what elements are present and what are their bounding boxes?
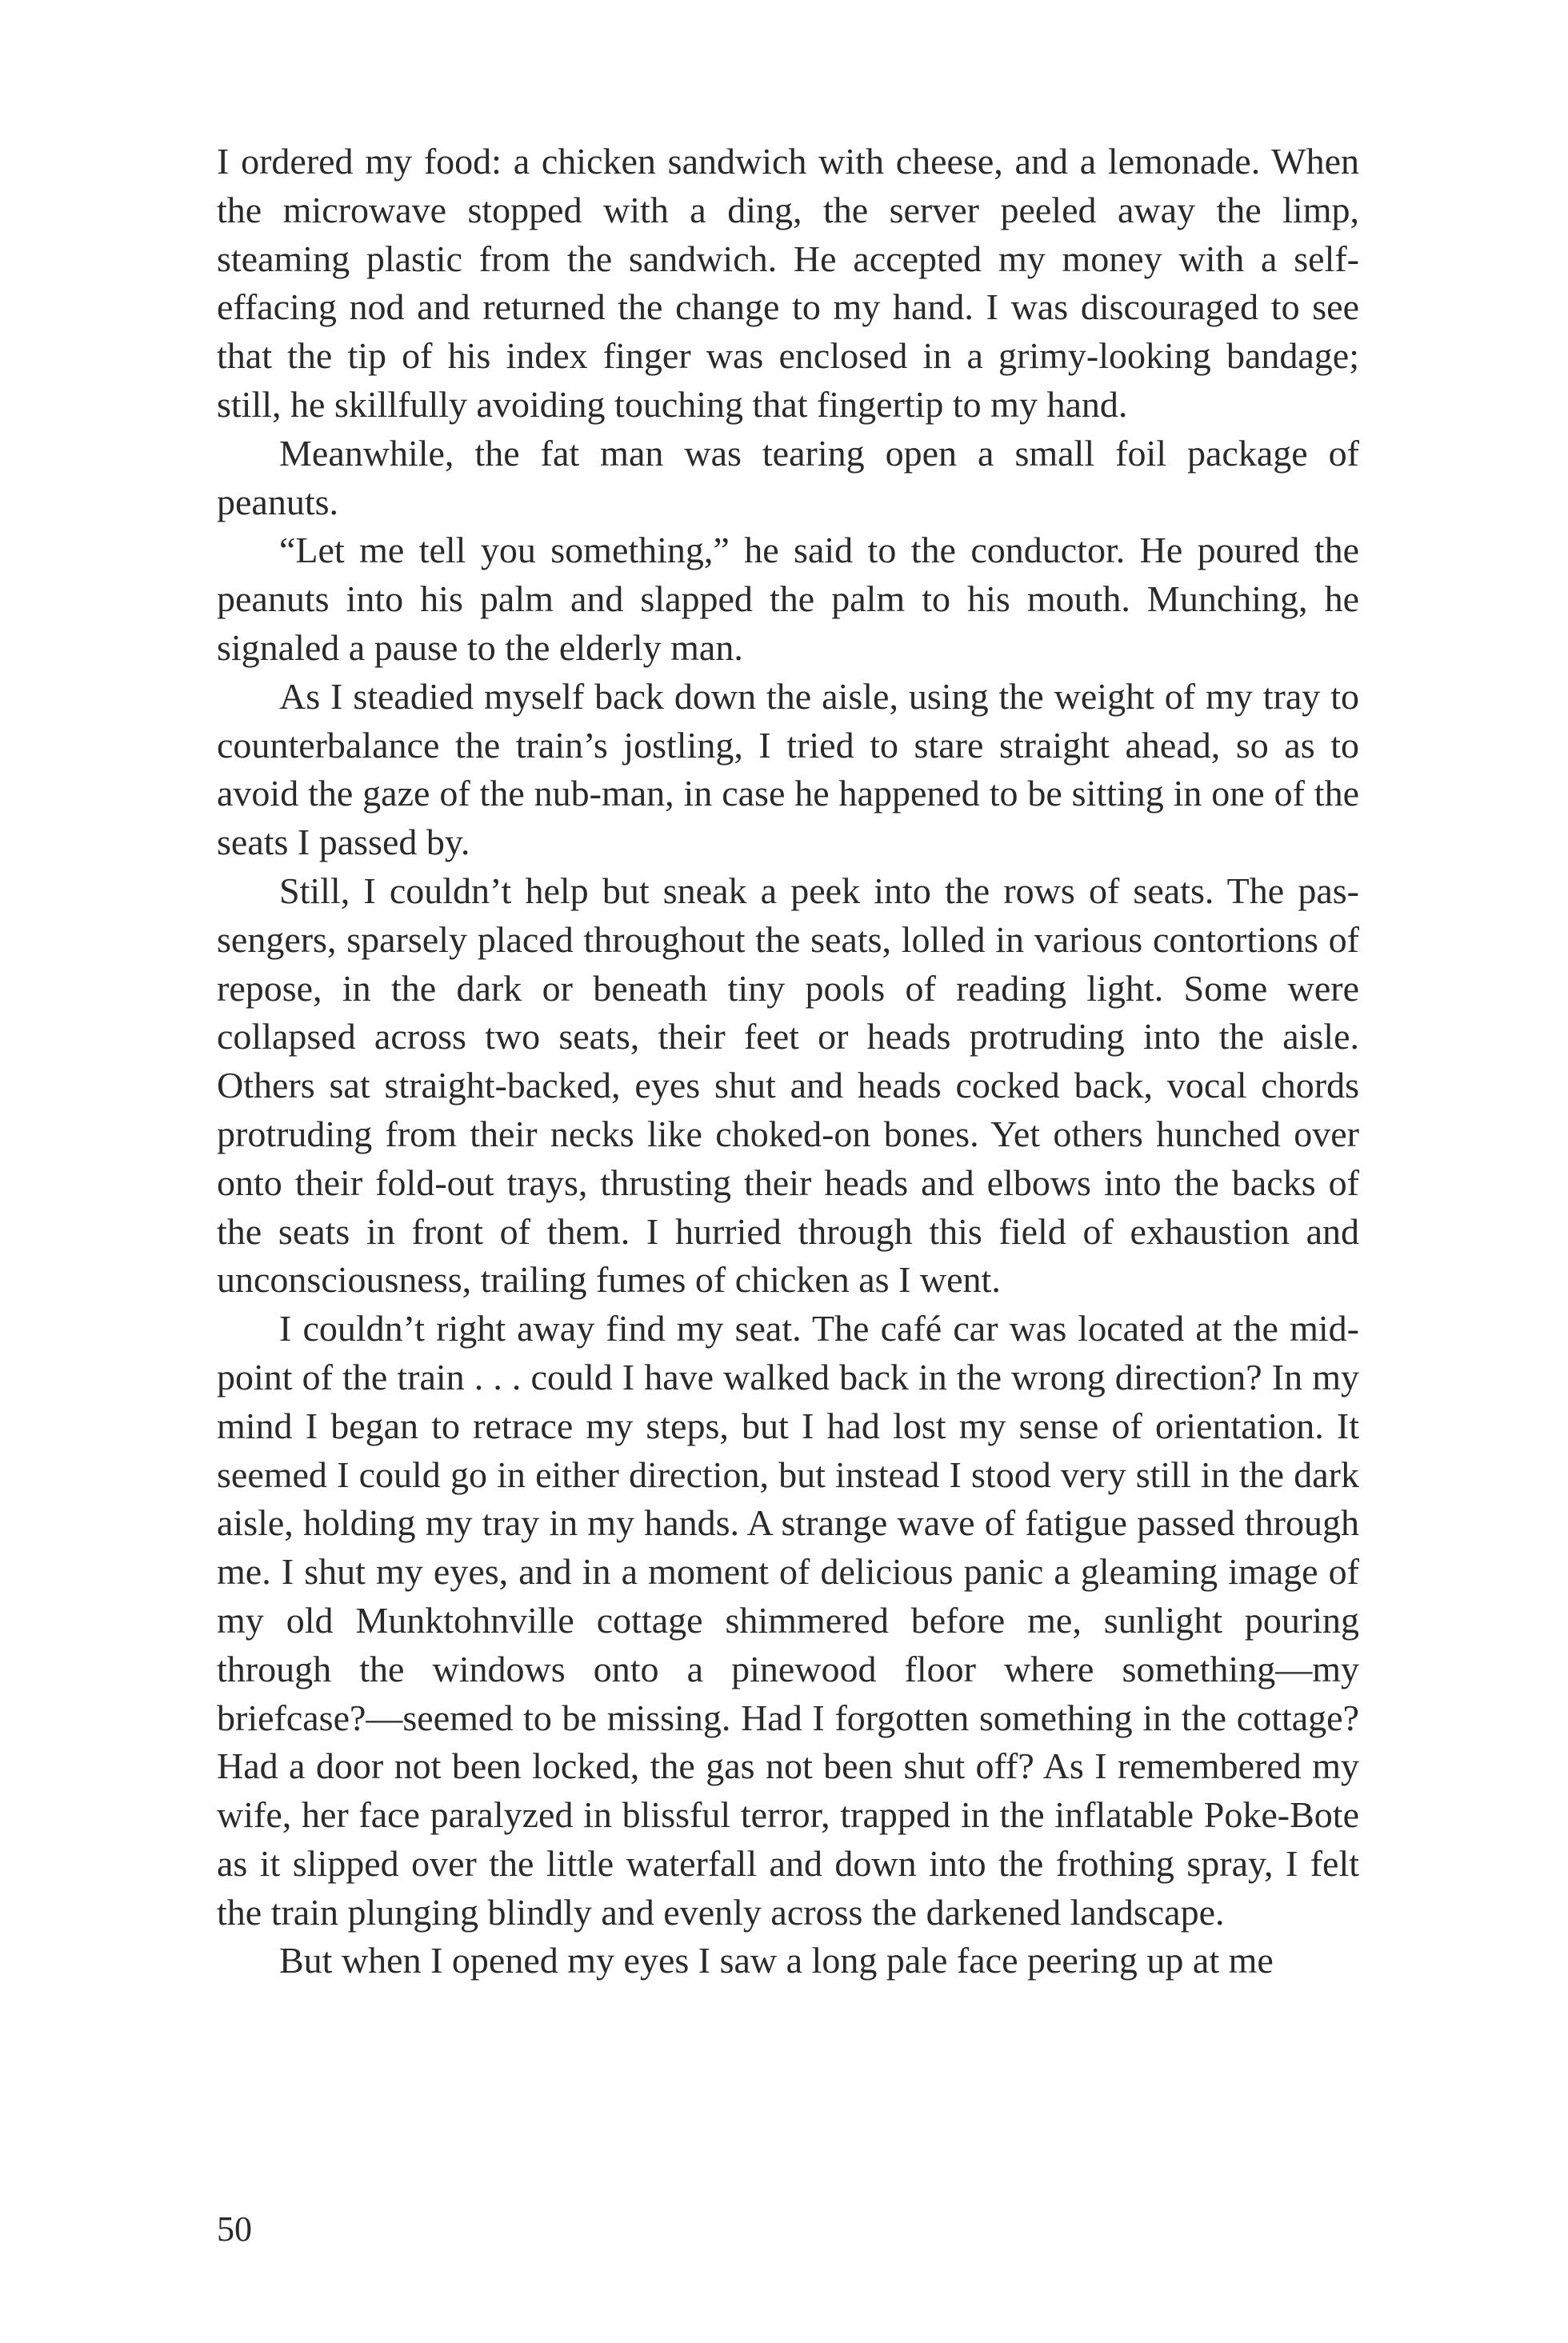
paragraph: Meanwhile, the fat man was tearing open a small foil package of peanuts. (217, 432, 1359, 522)
paragraph: I couldn’t right away find my seat. The café car was located at the mid-point of the train . . . could I have walked back in the wrong direction? In my mind I began to retrace my steps, but I had lost my sense of orientation. It seemed I could go in either direction, but instead I stood very still in the dark aisle, holding my tray in my hands. A strange wave of fatigue passed through me. I shut my eyes, and in a moment of delicious panic a gleaming image of my old Munktohnville cottage shimmered before me, sunlight pouring through the windows onto a pinewood floor where something—my briefcase?—seemed to be missing. Had I forgotten something in the cottage? Had a door not been locked, the gas not been shut off? As I remembered my wife, her face paralyzed in blissful terror, trapped in the inflatable Poke-Bote as it slipped over the little waterfall and down into the frothing spray, I felt the train plunging blindly and evenly across the darkened landscape. (217, 1308, 1359, 1933)
paragraph: I ordered my food: a chicken sandwich with cheese, and a lemonade. When the microwave stopped with a ding, the server peeled away the limp, steaming plastic from the sandwich. He accepted my money with a self-effacing nod and returned the change to my hand. I was discouraged to see that the tip of his index finger was enclosed in a grimy-looking bandage; still, he skillfully avoiding touching that fingertip to my hand. (217, 141, 1359, 425)
body-text (217, 138, 1359, 1985)
paragraph: But when I opened my eyes I saw a long pale face peering up at me (279, 1940, 1274, 1981)
paragraph: “Let me tell you something,” he said to the conductor. He poured the peanuts into his palm and slapped the palm to his mouth. Munching, he signaled a pause to the elderly man. (217, 530, 1359, 668)
page-number: 50 (217, 2209, 252, 2249)
paragraph: As I steadied myself back down the aisle, using the weight of my tray to counterbalance the train’s jostling, I tried to stare straight ahead, so as to avoid the gaze of the nub-man, in case he happened to be sitting in one of the seats I passed by. (217, 675, 1359, 863)
paragraph: Still, I couldn’t help but sneak a peek into the rows of seats. The passengers, sparsely placed throughout the seats, lolled in various contortions of repose, in the dark or beneath tiny pools of reading light. Some were collapsed across two seats, their feet or heads protruding into the aisle. Others sat straight-backed, eyes shut and heads cocked back, vocal chords protruding from their necks like choked-on bones. Yet others hunched over onto their fold-out trays, thrusting their heads and elbows into the backs of the seats in front of them. I hurried through this field of exhaustion and unconsciousness, trailing fumes of chicken as I went. (217, 870, 1359, 1301)
